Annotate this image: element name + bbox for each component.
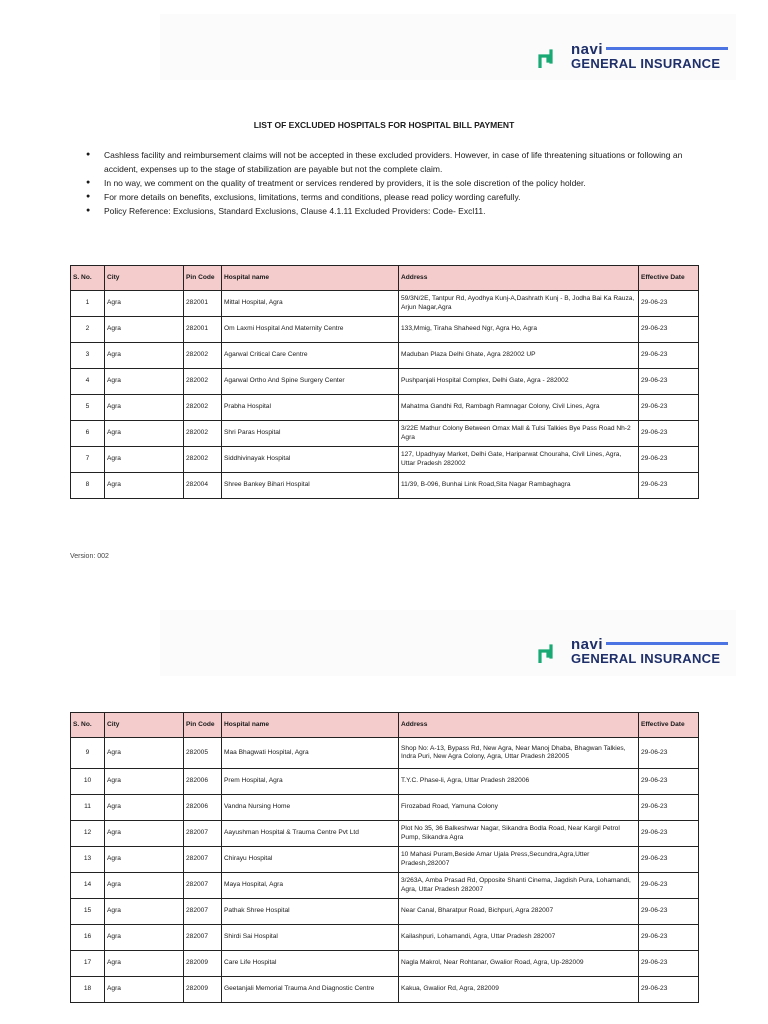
cell-sno: 3	[71, 343, 105, 369]
note-item: ● For more details on benefits, exclusions, limitations, terms and conditions, please read policy wording carefully.	[86, 190, 686, 204]
cell-pin: 282007	[184, 821, 222, 847]
cell-city: Agra	[105, 291, 184, 317]
logo-rule	[606, 47, 728, 50]
cell-address: Firozabad Road, Yamuna Colony	[399, 795, 639, 821]
cell-hospital: Geetanjali Memorial Trauma And Diagnostic Centre	[222, 977, 399, 1003]
cell-city: Agra	[105, 873, 184, 899]
cell-hospital: Shree Bankey Bihari Hospital	[222, 473, 399, 499]
cell-address: 10 Mahasi Puram,Beside Amar Ujala Press,Secundra,Agra,Utter Pradesh,282007	[399, 847, 639, 873]
header-address: Address	[399, 266, 639, 291]
cell-pin: 282001	[184, 291, 222, 317]
header-pin-code: Pin Code	[184, 713, 222, 738]
cell-address: 11/39, B-096, Bunhai Link Road,Sita Nagar Rambaghagra	[399, 473, 639, 499]
cell-sno: 15	[71, 899, 105, 925]
table-header-row	[71, 266, 699, 291]
cell-sno: 17	[71, 951, 105, 977]
cell-sno: 10	[71, 769, 105, 795]
cell-date: 29-06-23	[639, 291, 699, 317]
cell-address: Maduban Plaza Delhi Ghate, Agra 282002 UP	[399, 343, 639, 369]
cell-pin: 282005	[184, 738, 222, 769]
cell-city: Agra	[105, 317, 184, 343]
cell-hospital: Prabha Hospital	[222, 395, 399, 421]
cell-hospital: Chirayu Hospital	[222, 847, 399, 873]
cell-hospital: Om Laxmi Hospital And Maternity Centre	[222, 317, 399, 343]
cell-sno: 5	[71, 395, 105, 421]
logo-wordmark: navi	[571, 636, 604, 653]
table-row	[71, 291, 699, 317]
cell-date: 29-06-23	[639, 369, 699, 395]
cell-sno: 18	[71, 977, 105, 1003]
cell-pin: 282007	[184, 847, 222, 873]
cell-date: 29-06-23	[639, 899, 699, 925]
cell-hospital: Maya Hospital, Agra	[222, 873, 399, 899]
cell-city: Agra	[105, 738, 184, 769]
cell-sno: 1	[71, 291, 105, 317]
cell-address: 133,Mmig, Tiraha Shaheed Ngr, Agra Ho, Agra	[399, 317, 639, 343]
header-address: Address	[399, 713, 639, 738]
cell-sno: 9	[71, 738, 105, 769]
table-row	[71, 769, 699, 795]
cell-pin: 282009	[184, 951, 222, 977]
note-item: ● Cashless facility and reimbursement claims will not be accepted in these excluded providers. However, in case of life threatening situations or following an accident, expenses up to the stage of stabilization are payable but not the complete claim.	[86, 148, 686, 176]
cell-sno: 14	[71, 873, 105, 899]
header-city: City	[105, 266, 184, 291]
table-row	[71, 821, 699, 847]
cell-sno: 8	[71, 473, 105, 499]
cell-city: Agra	[105, 473, 184, 499]
cell-address: Nagla Makrol, Near Rohtanar, Gwalior Road, Agra, Up-282009	[399, 951, 639, 977]
cell-address: Plot No 35, 36 Balkeshwar Nagar, Sikandra Bodla Road, Near Kargil Petrol Pump, Sikandra Agra	[399, 821, 639, 847]
cell-city: Agra	[105, 847, 184, 873]
cell-city: Agra	[105, 395, 184, 421]
cell-date: 29-06-23	[639, 421, 699, 447]
cell-address: Kakua, Gwalior Rd, Agra, 282009	[399, 977, 639, 1003]
table-row	[71, 395, 699, 421]
cell-date: 29-06-23	[639, 395, 699, 421]
cell-hospital: Siddhivinayak Hospital	[222, 447, 399, 473]
cell-hospital: Agarwal Critical Care Centre	[222, 343, 399, 369]
cell-sno: 2	[71, 317, 105, 343]
cell-city: Agra	[105, 421, 184, 447]
cell-city: Agra	[105, 447, 184, 473]
cell-date: 29-06-23	[639, 873, 699, 899]
cell-hospital: Aayushman Hospital & Trauma Centre Pvt Ltd	[222, 821, 399, 847]
excluded-hospitals-table	[70, 265, 699, 499]
cell-pin: 282009	[184, 977, 222, 1003]
table-row	[71, 473, 699, 499]
cell-date: 29-06-23	[639, 847, 699, 873]
header-effective-date: Effective Date	[639, 266, 699, 291]
logo-subtitle: GENERAL INSURANCE	[571, 651, 721, 666]
cell-city: Agra	[105, 769, 184, 795]
cell-date: 29-06-23	[639, 317, 699, 343]
cell-date: 29-06-23	[639, 821, 699, 847]
note-item: ● Policy Reference: Exclusions, Standard Exclusions, Clause 4.1.11 Excluded Providers: Code- Excl11.	[86, 204, 686, 218]
cell-sno: 11	[71, 795, 105, 821]
cell-city: Agra	[105, 795, 184, 821]
navi-mark-icon	[538, 48, 556, 68]
cell-hospital: Maa Bhagwati Hospital, Agra	[222, 738, 399, 769]
note-item: ● In no way, we comment on the quality of treatment or services rendered by providers, it is the sole discretion of the policy holder.	[86, 176, 686, 190]
cell-hospital: Vandna Nursing Home	[222, 795, 399, 821]
cell-sno: 13	[71, 847, 105, 873]
cell-city: Agra	[105, 821, 184, 847]
cell-address: 59/3N/2E, Tantpur Rd, Ayodhya Kunj-A,Dashrath Kunj - B, Jodha Bai Ka Rauza, Arjun Nagar,Agra	[399, 291, 639, 317]
table-row	[71, 343, 699, 369]
header-pin-code: Pin Code	[184, 266, 222, 291]
document-page-2	[0, 575, 768, 1024]
cell-date: 29-06-23	[639, 795, 699, 821]
cell-pin: 282007	[184, 899, 222, 925]
cell-address: Shop No: A-13, Bypass Rd, New Agra, Near Manoj Dhaba, Bhagwan Talkies, Indra Puri, New Agra Colony, Agra, Uttar Pradesh 282005	[399, 738, 639, 769]
cell-address: T.Y.C. Phase-li, Agra, Uttar Pradesh 282006	[399, 769, 639, 795]
cell-pin: 282002	[184, 421, 222, 447]
cell-date: 29-06-23	[639, 447, 699, 473]
cell-date: 29-06-23	[639, 925, 699, 951]
cell-date: 29-06-23	[639, 951, 699, 977]
cell-pin: 282001	[184, 317, 222, 343]
cell-address: 3/22E Mathur Colony Between Omax Mall & Tulsi Talkies Bye Pass Road Nh-2 Agra	[399, 421, 639, 447]
header-hospital-name: Hospital name	[222, 713, 399, 738]
cell-hospital: Care Life Hospital	[222, 951, 399, 977]
header-hospital-name: Hospital name	[222, 266, 399, 291]
cell-pin: 282007	[184, 873, 222, 899]
cell-sno: 16	[71, 925, 105, 951]
cell-address: Kailashpuri, Lohamandi, Agra, Uttar Pradesh 282007	[399, 925, 639, 951]
cell-pin: 282006	[184, 769, 222, 795]
cell-city: Agra	[105, 369, 184, 395]
cell-date: 29-06-23	[639, 738, 699, 769]
header-sno: S. No.	[71, 713, 105, 738]
cell-city: Agra	[105, 977, 184, 1003]
cell-date: 29-06-23	[639, 473, 699, 499]
table-row	[71, 738, 699, 769]
header-city: City	[105, 713, 184, 738]
cell-hospital: Prem Hospital, Agra	[222, 769, 399, 795]
navi-logo	[538, 41, 728, 75]
cell-pin: 282002	[184, 447, 222, 473]
notes-list	[86, 148, 686, 218]
cell-hospital: Shri Paras Hospital	[222, 421, 399, 447]
logo-subtitle: GENERAL INSURANCE	[571, 56, 721, 71]
cell-city: Agra	[105, 899, 184, 925]
cell-sno: 7	[71, 447, 105, 473]
table-header-row	[71, 713, 699, 738]
table-row	[71, 873, 699, 899]
table-row	[71, 977, 699, 1003]
cell-sno: 6	[71, 421, 105, 447]
header-sno: S. No.	[71, 266, 105, 291]
cell-address: 3/263A, Amba Prasad Rd, Opposite Shanti Cinema, Jagdish Pura, Lohamandi, Agra, Uttar Pradesh 282007	[399, 873, 639, 899]
table-row	[71, 847, 699, 873]
version-label: Version: 002	[70, 553, 109, 560]
table-row	[71, 317, 699, 343]
cell-address: Near Canal, Bharatpur Road, Bichpuri, Agra 282007	[399, 899, 639, 925]
excluded-hospitals-table	[70, 712, 699, 1003]
cell-pin: 282004	[184, 473, 222, 499]
table-row	[71, 795, 699, 821]
table-row	[71, 447, 699, 473]
logo-rule	[606, 642, 728, 645]
cell-hospital: Shirdi Sai Hospital	[222, 925, 399, 951]
cell-sno: 12	[71, 821, 105, 847]
cell-city: Agra	[105, 343, 184, 369]
table-row	[71, 899, 699, 925]
cell-address: Pushpanjali Hospital Complex, Delhi Gate, Agra - 282002	[399, 369, 639, 395]
cell-sno: 4	[71, 369, 105, 395]
navi-logo	[538, 636, 728, 670]
cell-hospital: Mittal Hospital, Agra	[222, 291, 399, 317]
cell-hospital: Pathak Shree Hospital	[222, 899, 399, 925]
cell-address: Mahatma Gandhi Rd, Rambagh Ramnagar Colony, Civil Lines, Agra	[399, 395, 639, 421]
cell-pin: 282002	[184, 369, 222, 395]
cell-pin: 282002	[184, 395, 222, 421]
cell-date: 29-06-23	[639, 769, 699, 795]
logo-wordmark: navi	[571, 41, 604, 58]
table-row	[71, 369, 699, 395]
document-title: LIST OF EXCLUDED HOSPITALS FOR HOSPITAL BILL PAYMENT	[253, 120, 515, 130]
cell-address: 127, Upadhyay Market, Delhi Gate, Hariparwat Chouraha, Civil Lines, Agra, Uttar Pradesh 282002	[399, 447, 639, 473]
cell-date: 29-06-23	[639, 977, 699, 1003]
cell-city: Agra	[105, 951, 184, 977]
cell-hospital: Agarwal Ortho And Spine Surgery Center	[222, 369, 399, 395]
cell-pin: 282002	[184, 343, 222, 369]
navi-mark-icon	[538, 643, 556, 663]
cell-pin: 282007	[184, 925, 222, 951]
table-row	[71, 951, 699, 977]
cell-date: 29-06-23	[639, 343, 699, 369]
cell-city: Agra	[105, 925, 184, 951]
cell-pin: 282006	[184, 795, 222, 821]
table-row	[71, 925, 699, 951]
header-effective-date: Effective Date	[639, 713, 699, 738]
table-row	[71, 421, 699, 447]
